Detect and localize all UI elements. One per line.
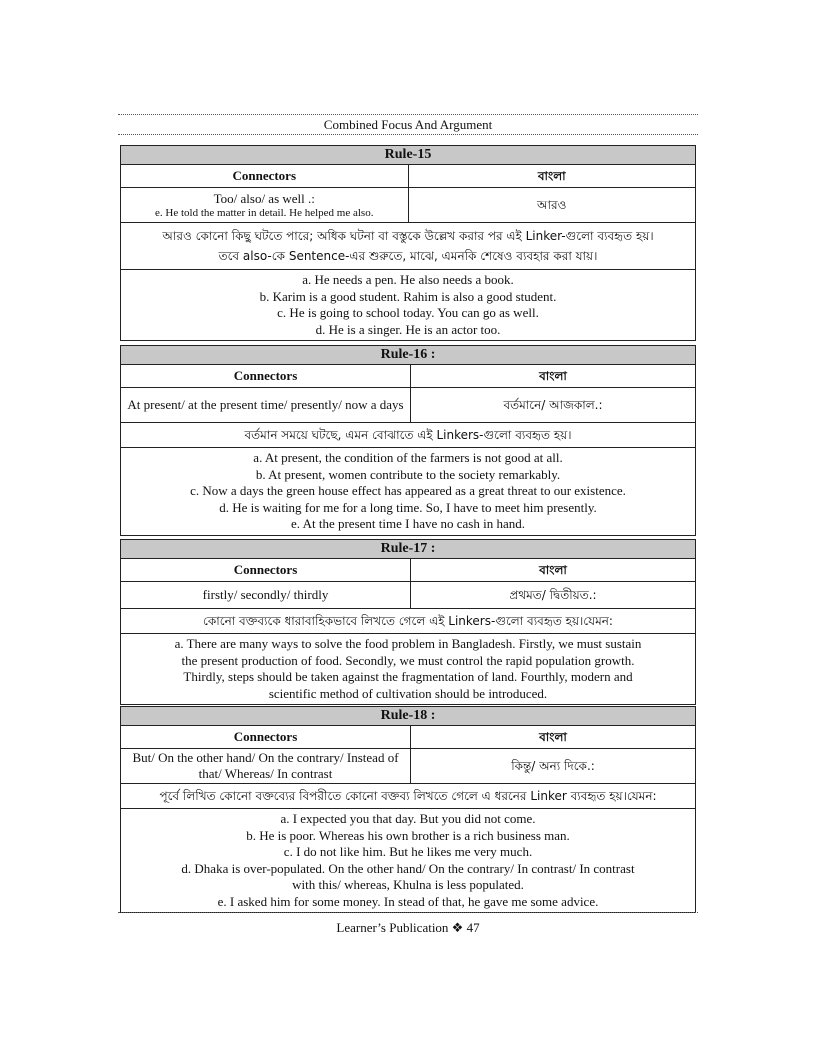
explanation-line: আরও কোনো কিছু ঘটতে পারে; অধিক ঘটনা বা বস্তুকে উল্লেখ করার পর এই Linker-গুলো ব্যবহৃত হয়। [162, 229, 654, 243]
example-line: e. At the present time I have no cash in hand. [291, 516, 525, 531]
header-divider [118, 134, 698, 135]
page-footer: Learner’s Publication ❖ 47 [336, 920, 480, 935]
example-line: a. He needs a pen. He also needs a book. [302, 272, 514, 287]
bangla-header: বাংলা [411, 726, 696, 749]
example-line: scientific method of cultivation should be introduced. [268, 685, 548, 701]
example-line: d. Dhaka is over-populated. On the other hand/ On the contrary/ In contrast/ In contrast [181, 860, 635, 876]
examples-cell [121, 809, 696, 913]
rule-16-table [120, 345, 696, 536]
examples-cell [121, 448, 696, 536]
example-line: with this/ whereas, Khulna is less populated. [292, 877, 524, 892]
example-line: c. Now a days the green house effect has appeared as a great threat to our existence. [190, 483, 626, 498]
rule-15-table [120, 145, 696, 341]
usage-explanation: পূর্বে লিখিত কোনো বক্তব্যের বিপরীতে কোনো বক্তব্য লিখতে গেলে এ ধরনের Linker ব্যবহৃত হয়।যেমন: [121, 784, 696, 809]
explanation-line: তবে also-কে Sentence-এর শুরুতে, মাঝে, এমনকি শেষেও ব্যবহার করা যায়। [218, 249, 598, 263]
bangla-header: বাংলা [411, 365, 696, 388]
rule-title: Rule-18 : [121, 707, 696, 726]
example-line: b. At present, women contribute to the society remarkably. [255, 466, 561, 482]
top-divider [118, 114, 698, 115]
rule-18-table [120, 706, 696, 913]
rule-title: Rule-16 : [121, 346, 696, 365]
example-line: b. Karim is a good student. Rahim is also a good student. [259, 288, 557, 304]
rule-title: Rule-17 : [121, 540, 696, 559]
example-line: Thirdly, steps should be taken against the fragmentation of land. Fourthly, modern and [183, 669, 633, 684]
bangla-meaning: আরও [408, 188, 696, 223]
example-line: a. I expected you that day. But you did not come. [280, 811, 536, 826]
footer-divider [118, 912, 698, 913]
bangla-meaning: কিন্তু/ অন্য দিকে.: [411, 749, 696, 784]
connectors-header: Connectors [121, 726, 411, 749]
example-line: d. He is waiting for me for a long time. So, I have to meet him presently. [219, 499, 597, 515]
usage-explanation: বর্তমান সময়ে ঘটছে, এমন বোঝাতে এই Linkers-গুলো ব্যবহৃত হয়। [121, 423, 696, 448]
example-line: a. At present, the condition of the farmers is not good at all. [253, 450, 563, 465]
connectors-cell: At present/ at the present time/ presently/ now a days [121, 388, 411, 423]
connectors-header: Connectors [121, 365, 411, 388]
connectors-header: Connectors [121, 165, 409, 188]
bangla-meaning: বর্তমানে/ আজকাল.: [411, 388, 696, 423]
example-line: b. He is poor. Whereas his own brother is a rich business man. [246, 827, 570, 843]
rule-title: Rule-15 [121, 146, 696, 165]
bangla-header: বাংলা [411, 559, 696, 582]
connectors-cell: But/ On the other hand/ On the contrary/ Instead of that/ Whereas/ In contrast [121, 749, 411, 784]
example-line: c. I do not like him. But he likes me very much. [283, 844, 533, 859]
connectors-note: e. He told the matter in detail. He helped me also. [155, 206, 374, 219]
connectors-text: Too/ also/ as well .: [213, 190, 315, 206]
example-line: e. I asked him for some money. In stead of that, he gave me some advice. [217, 893, 599, 909]
example-line: c. He is going to school today. You can go as well. [277, 305, 539, 320]
rule-17-table [120, 539, 696, 705]
example-line: the present production of food. Secondly, we must control the rapid population growth. [181, 652, 635, 668]
usage-explanation [121, 223, 696, 270]
connectors-cell: firstly/ secondly/ thirdly [121, 582, 411, 609]
connectors-cell [121, 188, 409, 223]
example-line: a. There are many ways to solve the food problem in Bangladesh. Firstly, we must sustain [174, 636, 642, 651]
examples-cell [121, 634, 696, 705]
bangla-meaning: প্রথমত/ দ্বিতীয়ত.: [411, 582, 696, 609]
usage-explanation: কোনো বক্তব্যকে ধারাবাহিকভাবে লিখতে গেলে এই Linkers-গুলো ব্যবহৃত হয়।যেমন: [121, 609, 696, 634]
running-head: Combined Focus And Argument [323, 117, 493, 132]
example-line: d. He is a singer. He is an actor too. [315, 321, 501, 337]
bangla-header: বাংলা [408, 165, 696, 188]
connectors-header: Connectors [121, 559, 411, 582]
examples-cell [121, 270, 696, 341]
